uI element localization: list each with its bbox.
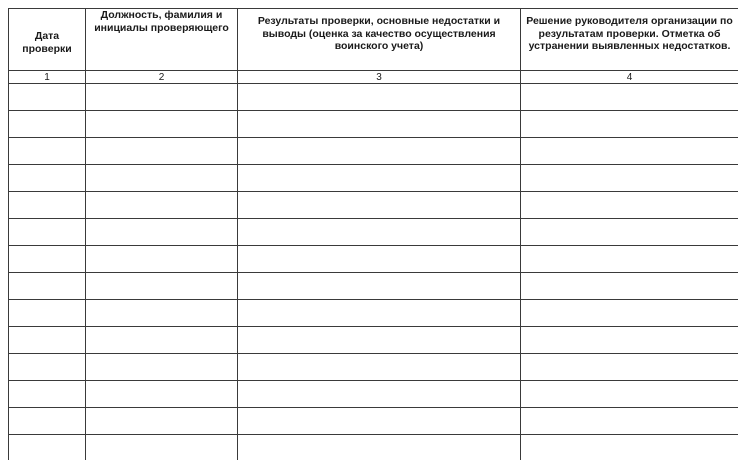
table-body xyxy=(9,84,739,460)
table-cell[interactable] xyxy=(86,408,238,435)
table-row xyxy=(9,84,739,111)
header-inspector: Должность, фамилия и инициалы проверяющего xyxy=(86,9,238,71)
table-cell[interactable] xyxy=(238,354,521,381)
table-cell[interactable] xyxy=(521,435,739,460)
table-row xyxy=(9,408,739,435)
column-number: 1 xyxy=(9,71,86,84)
header-row xyxy=(9,9,739,71)
table-row xyxy=(9,138,739,165)
table-cell[interactable] xyxy=(521,300,739,327)
table-cell[interactable] xyxy=(238,111,521,138)
table-cell[interactable] xyxy=(521,408,739,435)
table-cell[interactable] xyxy=(9,192,86,219)
table-cell[interactable] xyxy=(9,408,86,435)
table-cell[interactable] xyxy=(238,138,521,165)
table-cell[interactable] xyxy=(238,273,521,300)
table-cell[interactable] xyxy=(86,84,238,111)
table-row xyxy=(9,192,739,219)
table-cell[interactable] xyxy=(86,138,238,165)
column-number-row xyxy=(9,71,739,84)
header-manager-decision: Решение руководителя организации по результатам проверки. Отметка об устранении выявленных недостатков. xyxy=(521,9,739,71)
table-row xyxy=(9,300,739,327)
table-row xyxy=(9,273,739,300)
table-cell[interactable] xyxy=(9,435,86,460)
header-inspection-results: Результаты проверки, основные недостатки и выводы (оценка за качество осуществления воинского учета) xyxy=(238,9,521,71)
table-cell[interactable] xyxy=(9,111,86,138)
table-cell[interactable] xyxy=(86,354,238,381)
table-cell[interactable] xyxy=(238,219,521,246)
table-cell[interactable] xyxy=(9,219,86,246)
table-cell[interactable] xyxy=(521,273,739,300)
table-cell[interactable] xyxy=(86,381,238,408)
table-cell[interactable] xyxy=(9,246,86,273)
table-cell[interactable] xyxy=(238,435,521,460)
table-cell[interactable] xyxy=(9,300,86,327)
table-cell[interactable] xyxy=(238,246,521,273)
table-cell[interactable] xyxy=(238,165,521,192)
table-row xyxy=(9,246,739,273)
table-cell[interactable] xyxy=(521,138,739,165)
table-row xyxy=(9,327,739,354)
table-cell[interactable] xyxy=(9,273,86,300)
table-cell[interactable] xyxy=(238,327,521,354)
table-cell[interactable] xyxy=(238,192,521,219)
column-number: 2 xyxy=(86,71,238,84)
table-cell[interactable] xyxy=(86,327,238,354)
table-row xyxy=(9,354,739,381)
table-cell[interactable] xyxy=(9,381,86,408)
table-cell[interactable] xyxy=(86,246,238,273)
table-cell[interactable] xyxy=(238,300,521,327)
table-row xyxy=(9,165,739,192)
column-number: 4 xyxy=(521,71,739,84)
table-cell[interactable] xyxy=(9,138,86,165)
column-number: 3 xyxy=(238,71,521,84)
table-cell[interactable] xyxy=(521,246,739,273)
table-cell[interactable] xyxy=(86,165,238,192)
table-cell[interactable] xyxy=(521,111,739,138)
table-row xyxy=(9,435,739,460)
table-cell[interactable] xyxy=(521,219,739,246)
table-row xyxy=(9,111,739,138)
table-cell[interactable] xyxy=(521,192,739,219)
table-cell[interactable] xyxy=(86,219,238,246)
table-cell[interactable] xyxy=(86,111,238,138)
table-cell[interactable] xyxy=(9,165,86,192)
table-cell[interactable] xyxy=(9,354,86,381)
table-cell[interactable] xyxy=(521,327,739,354)
table-cell[interactable] xyxy=(238,84,521,111)
table-cell[interactable] xyxy=(521,354,739,381)
table-row xyxy=(9,381,739,408)
table-cell[interactable] xyxy=(521,84,739,111)
table-cell[interactable] xyxy=(521,381,739,408)
table-cell[interactable] xyxy=(86,435,238,460)
header-inspection-date: Дата проверки xyxy=(9,9,86,71)
table-cell[interactable] xyxy=(238,408,521,435)
table-cell[interactable] xyxy=(86,192,238,219)
table-cell[interactable] xyxy=(86,300,238,327)
table-cell[interactable] xyxy=(9,327,86,354)
inspection-journal-table xyxy=(8,8,738,460)
table-cell[interactable] xyxy=(86,273,238,300)
table-cell[interactable] xyxy=(521,165,739,192)
table-row xyxy=(9,219,739,246)
table-cell[interactable] xyxy=(9,84,86,111)
table-cell[interactable] xyxy=(238,381,521,408)
inspection-journal-sheet xyxy=(8,8,738,460)
